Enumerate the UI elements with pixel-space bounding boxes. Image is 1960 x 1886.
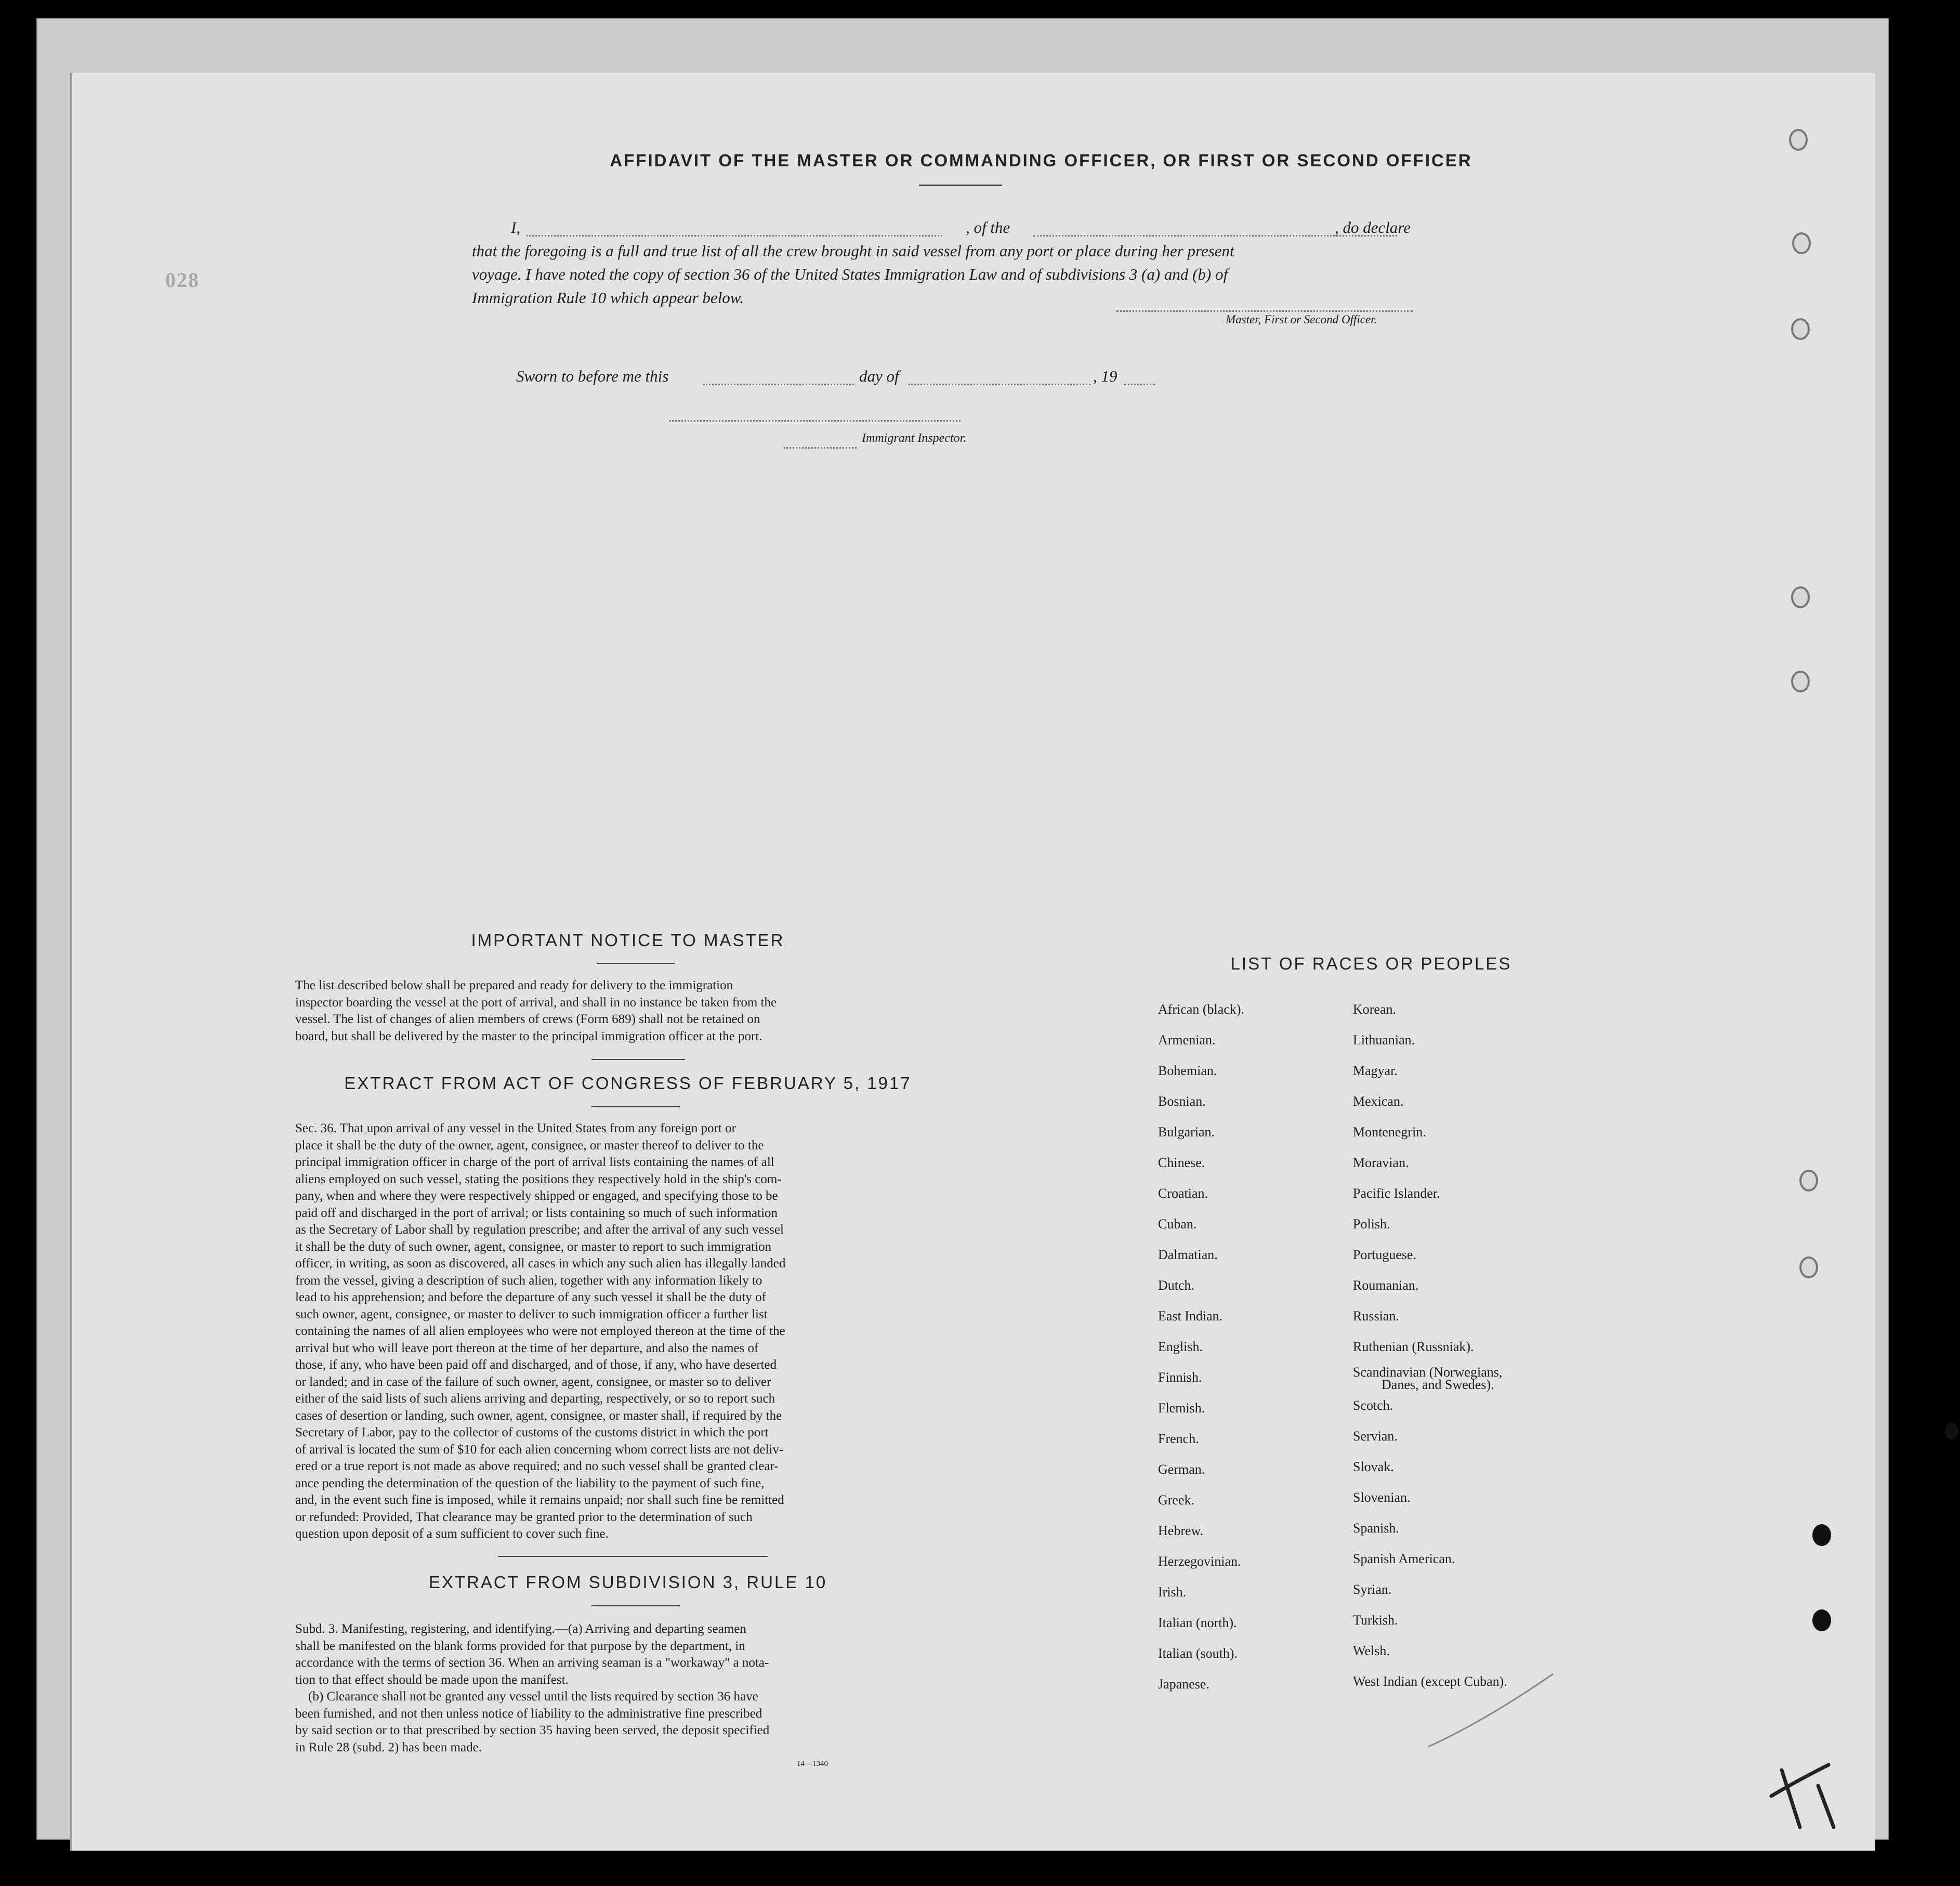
rule-line: been furnished, and not then unless notice of liability to the administrative fine prescribed (295, 1706, 762, 1721)
sworn-day-field[interactable] (703, 384, 854, 385)
act-line: cases of desertion or landing, such owner, agent, consignee, or master shall, if required by the (295, 1408, 782, 1423)
race-item: Armenian. (1158, 1032, 1216, 1047)
inspector-name-field[interactable] (784, 447, 857, 449)
act-line: it shall be the duty of such owner, agent, consignee, or master to report to such immigration (295, 1239, 772, 1254)
race-item: French. (1158, 1431, 1199, 1446)
race-item: Italian (south). (1158, 1646, 1238, 1661)
inspector-signature-field[interactable] (669, 420, 961, 422)
race-item: English. (1158, 1339, 1203, 1354)
act-line: or refunded: Provided, That clearance may be granted prior to the determination of such (295, 1510, 753, 1524)
captain-name-field[interactable] (527, 235, 942, 237)
sworn-text: Sworn to before me this (516, 367, 669, 385)
act-extract-title: EXTRACT FROM ACT OF CONGRESS OF FEBRUARY 5, 1917 (344, 1073, 912, 1093)
act-line: place it shall be the duty of the owner, agent, consignee, or master thereof to deliver to the (295, 1138, 764, 1152)
act-extract-title-rule (591, 1106, 680, 1107)
handwritten-mark (1761, 1749, 1854, 1843)
race-item: Hebrew. (1158, 1523, 1204, 1538)
race-item: Bulgarian. (1158, 1124, 1215, 1140)
race-item: Magyar. (1353, 1063, 1398, 1078)
race-item-continuation: Danes, and Swedes). (1382, 1377, 1494, 1392)
punch-hole (1791, 671, 1810, 692)
act-line: paid off and discharged in the port of arrival; or lists containing so much of such information (295, 1206, 778, 1220)
race-item: Irish. (1158, 1584, 1187, 1600)
act-line: aliens employed on such vessel, stating the positions they respectively hold in the ship's com- (295, 1172, 782, 1186)
race-item: Syrian. (1353, 1582, 1392, 1597)
rule-extract-title: EXTRACT FROM SUBDIVISION 3, RULE 10 (428, 1573, 827, 1592)
race-item: Roumanian. (1353, 1278, 1419, 1293)
act-line: containing the names of all alien employees who were not employed thereon at the time of the (295, 1324, 785, 1338)
race-item: Portuguese. (1353, 1247, 1417, 1262)
notice-text (295, 977, 961, 1045)
act-line: or landed; and in case of the failure of such owner, agent, consignee, or master so to deliver (295, 1374, 771, 1389)
race-item: Scandinavian (Norwegians, (1353, 1365, 1503, 1380)
notice-line: The list described below shall be prepared and ready for delivery to the immigration (295, 978, 733, 992)
affidavit-line4: Immigration Rule 10 which appear below. (472, 289, 744, 307)
race-item: Spanish. (1353, 1521, 1399, 1536)
act-line: question upon deposit of a sum sufficient to cover such fine. (295, 1527, 609, 1541)
act-extract-text (295, 1120, 961, 1543)
race-item: Polish. (1353, 1216, 1390, 1232)
act-line: ered or a true report is not made as above required; and no such vessel shall be granted clear- (295, 1459, 779, 1473)
act-line: from the vessel, giving a description of such alien, together with any information likely to (295, 1273, 762, 1288)
affidavit-title: AFFIDAVIT OF THE MASTER OR COMMANDING OFFICER, OR FIRST OR SECOND OFFICER (610, 151, 1472, 170)
form-number: 14—1340 (797, 1760, 828, 1768)
race-item: East Indian. (1158, 1308, 1223, 1324)
race-item: Russian. (1353, 1308, 1399, 1324)
punch-hole (1799, 1256, 1818, 1278)
race-item: Finnish. (1158, 1370, 1202, 1385)
race-item: Greek. (1158, 1492, 1195, 1508)
race-item: German. (1158, 1462, 1205, 1477)
act-separator-rule (498, 1556, 768, 1557)
master-signature-field[interactable] (1116, 310, 1413, 312)
punch-hole (1812, 1524, 1831, 1546)
race-item: Mexican. (1353, 1094, 1404, 1109)
act-line: Secretary of Labor, pay to the collector of customs of the customs district in which the port (295, 1425, 769, 1439)
act-line: Sec. 36. That upon arrival of any vessel in the United States from any foreign port or (295, 1121, 736, 1135)
race-item: Croatian. (1158, 1186, 1208, 1201)
act-line: those, if any, who have been paid off and discharged, and of those, if any, who have deserted (295, 1358, 777, 1372)
act-line: principal immigration officer in charge of the port of arrival lists containing the names of all (295, 1155, 774, 1169)
act-line: either of the said lists of such aliens arriving and departing, respectively, or so to report such (295, 1392, 775, 1406)
act-line: pany, when and where they were respectively shipped or engaged, and specifying those to be (295, 1189, 778, 1203)
rule-line: Subd. 3. Manifesting, registering, and identifying.—(a) Arriving and departing seamen (295, 1622, 746, 1636)
race-item: Welsh. (1353, 1643, 1390, 1658)
pencil-mark (1423, 1664, 1569, 1752)
rule-line: shall be manifested on the blank forms provided for that purpose by the department, in (295, 1639, 745, 1653)
race-item: Flemish. (1158, 1400, 1205, 1416)
affidavit-line3: voyage. I have noted the copy of section 36 of the United States Immigration Law and of subdivisions 3 (a) and (b) of (472, 265, 1228, 283)
rule-extract-text (295, 1621, 961, 1756)
act-line: lead to his apprehension; and before the departure of any such vessel it shall be the duty of (295, 1290, 766, 1304)
notice-line: inspector boarding the vessel at the port of arrival, and shall in no instance be taken from the (295, 995, 777, 1010)
rule-extract-title-rule (591, 1605, 680, 1606)
act-line: of arrival is located the sum of $10 for each alien concerning whom correct lists are not deliv- (295, 1442, 784, 1457)
race-item: Chinese. (1158, 1155, 1205, 1170)
act-line: officer, in writing, as soon as discovered, all cases in which any such alien has illegally landed (295, 1256, 786, 1271)
notice-title-rule (597, 963, 675, 964)
race-item: Servian. (1353, 1429, 1398, 1444)
rule-line: tion to that effect should be made upon the manifest. (295, 1672, 569, 1687)
punch-hole (1789, 129, 1808, 151)
race-item: Cuban. (1158, 1216, 1197, 1232)
punch-hole (1799, 1170, 1818, 1191)
race-item: Korean. (1353, 1002, 1397, 1017)
punch-hole (1792, 232, 1811, 254)
affidavit-title-rule (919, 185, 1002, 186)
notice-line: vessel. The list of changes of alien members of crews (Form 689) shall not be retained on (295, 1012, 760, 1026)
race-item: Slovenian. (1353, 1490, 1411, 1505)
race-item: Lithuanian. (1353, 1032, 1415, 1047)
form-page (70, 73, 1875, 1851)
punch-hole (1945, 1423, 1958, 1439)
race-item: Italian (north). (1158, 1615, 1237, 1630)
race-item: West Indian (except Cuban). (1353, 1674, 1507, 1689)
affidavit-of-the: , of the (966, 218, 1010, 237)
act-line: and, in the event such fine is imposed, while it remains unpaid; nor shall such fine be remitted (295, 1493, 784, 1507)
notice-separator-rule (591, 1059, 685, 1060)
sworn-month-field[interactable] (909, 384, 1090, 385)
act-line: arrival but who will leave port thereon at the time of her departure, and also the names of (295, 1341, 759, 1355)
race-item: Dalmatian. (1158, 1247, 1218, 1262)
sworn-year: , 19 (1093, 367, 1117, 385)
race-item: Montenegrin. (1353, 1124, 1426, 1140)
act-line: ance pending the determination of the question of the liability to the payment of such fine, (295, 1476, 765, 1490)
rule-line: (b) Clearance shall not be granted any vessel until the lists required by section 36 have (308, 1689, 758, 1704)
act-line: such owner, agent, consignee, or master to deliver to such immigration officer a further list (295, 1307, 768, 1321)
rule-line: by said section or to that prescribed by section 35 having been served, the deposit specified (295, 1723, 770, 1737)
race-item: Turkish. (1353, 1613, 1398, 1628)
affidavit-line1-i: I, (511, 218, 521, 237)
punch-hole (1812, 1609, 1831, 1631)
notice-title: IMPORTANT NOTICE TO MASTER (471, 931, 785, 950)
race-item: Japanese. (1158, 1677, 1209, 1692)
affidavit-do-declare: , do declare (1335, 218, 1411, 237)
race-item: African (black). (1158, 1002, 1245, 1017)
master-signature-caption: Master, First or Second Officer. (1226, 313, 1377, 326)
affidavit-line2: that the foregoing is a full and true list of all the crew brought in said vessel from any port or place during her present (472, 242, 1234, 260)
sworn-year-field[interactable] (1124, 384, 1155, 385)
inspector-caption: Immigrant Inspector. (862, 431, 967, 445)
margin-stamp: 028 (165, 268, 200, 292)
race-item: Spanish American. (1353, 1551, 1455, 1566)
race-item: Moravian. (1353, 1155, 1409, 1170)
punch-hole (1791, 318, 1810, 340)
rule-line: in Rule 28 (subd. 2) has been made. (295, 1740, 482, 1754)
race-item: Dutch. (1158, 1278, 1195, 1293)
sworn-day-of: day of (859, 367, 899, 385)
race-item: Pacific Islander. (1353, 1186, 1440, 1201)
race-item: Herzegovinian. (1158, 1554, 1241, 1569)
race-item: Scotch. (1353, 1398, 1393, 1413)
notice-line: board, but shall be delivered by the master to the principal immigration officer at the port. (295, 1029, 762, 1043)
races-title: LIST OF RACES OR PEOPLES (1230, 954, 1512, 973)
punch-hole (1791, 586, 1810, 608)
race-item: Ruthenian (Russniak). (1353, 1339, 1474, 1354)
rule-line: accordance with the terms of section 36. When an arriving seaman is a "workaway" a nota- (295, 1656, 769, 1670)
act-line: as the Secretary of Labor shall by regulation prescribe; and after the arrival of any such vessel (295, 1223, 784, 1237)
race-item: Bosnian. (1158, 1094, 1206, 1109)
race-item: Slovak. (1353, 1459, 1394, 1474)
race-item: Bohemian. (1158, 1063, 1217, 1078)
